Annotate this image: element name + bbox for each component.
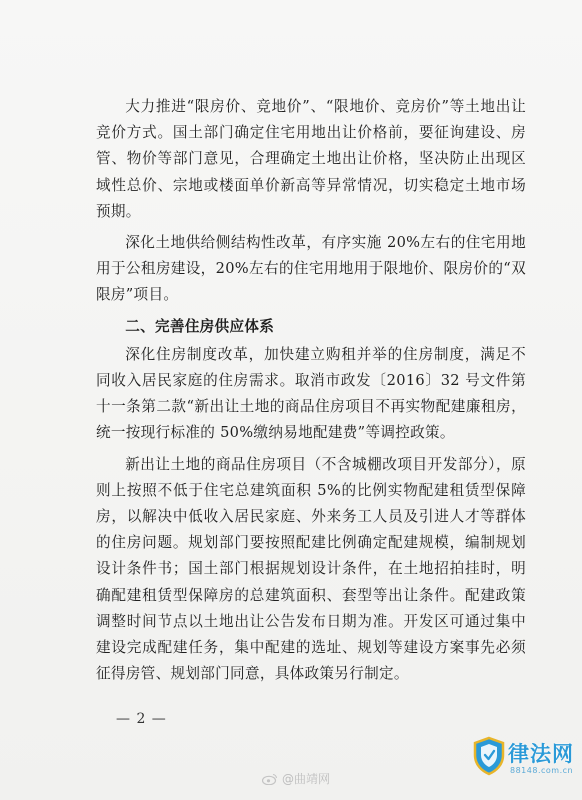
section-heading: 二、完善住房供应体系 — [125, 317, 275, 335]
document-body — [96, 94, 526, 692]
paragraph-rental-housing: 新出让土地的商品住房项目（不含城棚改项目开发部分），原则上按照不低于住宅总建筑面积 5%的比例实物配建租赁型保障房，以解决中低收入居民家庭、外来务工人员及引进人才等群体的住房问题。规划部门要按照配建比例确定配建规模，编制规划设计条件书；国土部门根据规划设计条件，在土地招拍挂时，明确配建租赁型保障房的总建筑面积、套型等出让条件。配建政策调整时间节点以土地出让公告发布日期为准。开发区可通过集中建设完成配建任务，集中配建的选址、规划等建设方案事先必须征得房管、规划部门同意，具体政策另行制定。 — [96, 455, 526, 683]
logo-name: 律法网 — [508, 742, 574, 766]
paragraph-land-pricing: 大力推进“限房价、竞地价”、“限地价、竞房价”等土地出让竞价方式。国土部门确定住宅用地出让价格前，要征询建设、房管、物价等部门意见，合理确定土地出让价格，坚决防止出现区域性总价、宗地或楼面单价新高等异常情况，切实稳定土地市场预期。 — [96, 98, 526, 220]
shield-icon — [472, 736, 506, 776]
paragraph-housing-reform: 深化住房制度改革，加快建立购租并举的住房制度，满足不同收入居民家庭的住房需求。取消市政发〔2016〕32 号文件第十一条第二款“新出让土地的商品住房项目不再实物配建廉租房，统一按现行标准的 50%缴纳易地配建费”等调控政策。 — [96, 345, 526, 442]
weibo-watermark — [262, 770, 330, 787]
logo-url: 88148.com.cn — [510, 766, 574, 775]
site-logo — [472, 734, 582, 800]
paragraph-land-supply: 深化土地供给侧结构性改革，有序实施 20%左右的住宅用地用于公租房建设，20%左右的住宅用地用于限地价、限房价的“双限房”项目。 — [96, 234, 526, 304]
weibo-icon — [262, 773, 278, 785]
page-number: — 2 — — [116, 711, 167, 727]
weibo-handle: @曲靖网 — [282, 772, 331, 786]
